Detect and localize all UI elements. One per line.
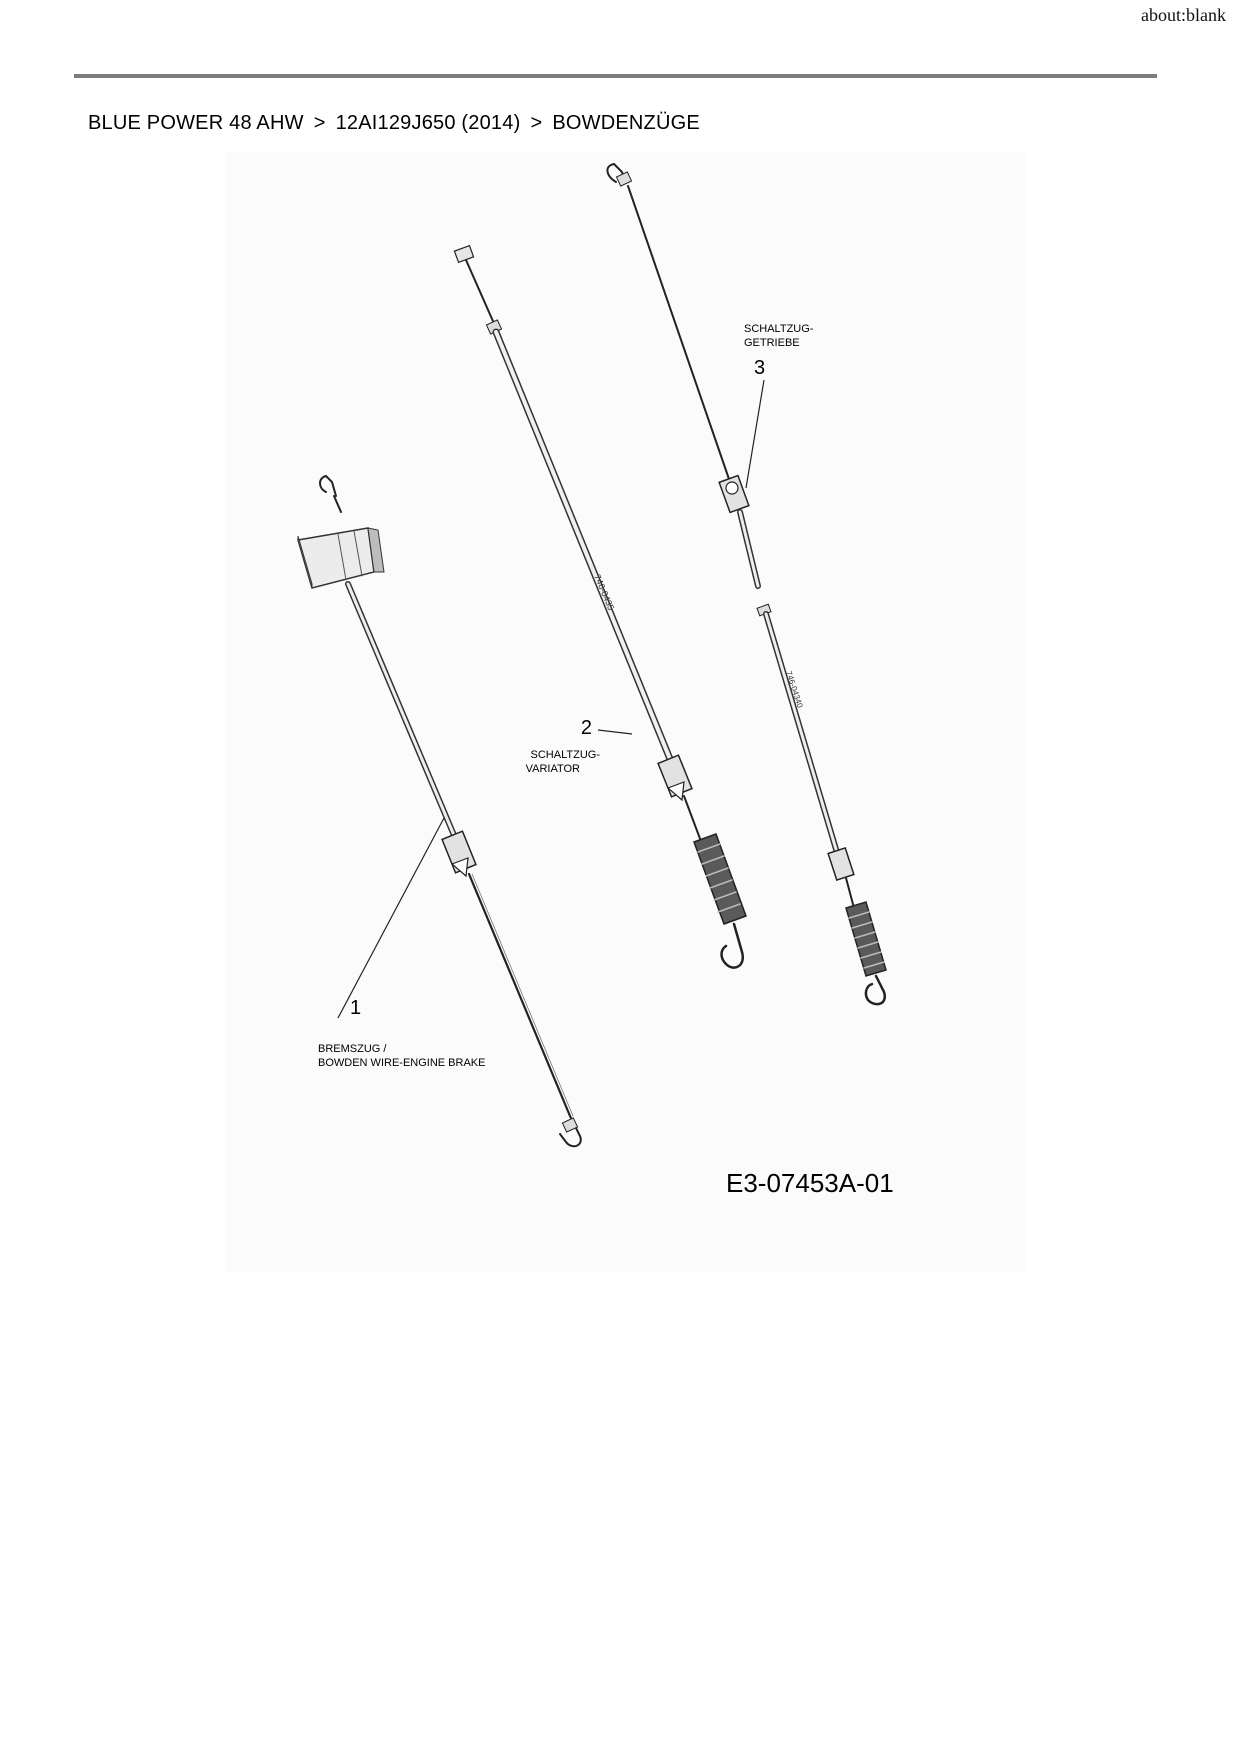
breadcrumb-item-model[interactable]: BLUE POWER 48 AHW bbox=[88, 112, 304, 134]
cable-2-sheath-marking: 746-0435 bbox=[592, 572, 617, 612]
breadcrumb-separator: > bbox=[530, 112, 543, 134]
part-label-3-line2: GETRIEBE bbox=[744, 337, 800, 349]
part-label-1-line2: BOWDEN WIRE-ENGINE BRAKE bbox=[318, 1057, 486, 1069]
diagram-code: E3-07453A-01 bbox=[726, 1168, 894, 1198]
part-number-1: 1 bbox=[350, 997, 362, 1019]
browser-url: about:blank bbox=[1141, 5, 1226, 25]
breadcrumb-separator: > bbox=[313, 112, 326, 134]
part-label-3-line1: SCHALTZUG- bbox=[744, 323, 814, 335]
breadcrumb-item-variant[interactable]: 12AI129J650 (2014) bbox=[335, 112, 521, 134]
part-number-3: 3 bbox=[754, 357, 766, 379]
parts-diagram bbox=[226, 152, 1026, 1272]
breadcrumb-item-section: BOWDENZÜGE bbox=[552, 112, 700, 134]
breadcrumb bbox=[88, 112, 700, 135]
header-divider bbox=[74, 74, 1157, 78]
part-number-2: 2 bbox=[580, 717, 592, 739]
diagram-background bbox=[226, 152, 1026, 1272]
part-label-1-line1: BREMSZUG / bbox=[318, 1043, 387, 1055]
part-label-2-line2: VARIATOR bbox=[525, 763, 580, 775]
part-label-2-line1: SCHALTZUG- bbox=[530, 749, 600, 761]
cable-3-sheath-marking: 746-04340 bbox=[784, 669, 805, 710]
